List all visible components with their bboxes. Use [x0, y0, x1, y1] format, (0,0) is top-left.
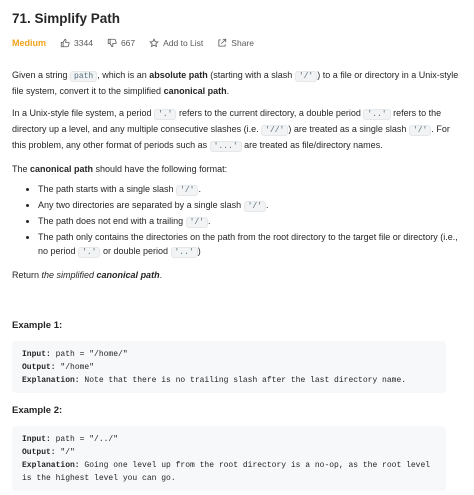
inline-code: '/': [176, 185, 198, 196]
list-item: [38, 230, 466, 260]
example-2-heading: Example 2:: [12, 405, 63, 416]
list-item: [38, 198, 466, 214]
share-icon: [217, 38, 227, 48]
description-paragraph-3: [12, 162, 466, 176]
text: ): [197, 246, 201, 256]
inline-code: '//': [261, 125, 288, 136]
text: (starting with a slash: [207, 70, 295, 80]
text: . For this problem, any other format of periods such as: [12, 124, 450, 150]
text: The: [12, 164, 31, 174]
bold-text: absolute path: [149, 70, 208, 80]
text: Given a string: [12, 70, 71, 80]
input-value: path = "/../": [50, 435, 119, 444]
text: The path starts with a single slash: [38, 184, 177, 194]
explanation-text: Going one level up from the root directory is a no-op, as the root level is the highest level you can go.: [22, 461, 435, 483]
input-label: Input:: [22, 435, 51, 444]
italic-text: the simplified: [41, 270, 97, 280]
format-rules-list: [12, 182, 466, 260]
inline-code: '/': [409, 125, 431, 136]
share-button[interactable]: [217, 38, 254, 48]
text: .: [198, 184, 201, 194]
explanation-text: Note that there is no trailing slash after the last directory name.: [79, 376, 407, 385]
bold-italic-text: canonical path: [96, 270, 160, 280]
problem-meta-bar: [12, 36, 466, 50]
description-paragraph-4: [12, 268, 466, 282]
problem-description: [12, 68, 466, 282]
inline-code: '.': [78, 247, 100, 258]
inline-code: path: [70, 71, 97, 82]
text: In a Unix-style file system, a period: [12, 108, 155, 118]
inline-code: '/': [244, 201, 266, 212]
problem-title: 71. Simplify Path: [12, 11, 121, 26]
thumbs-down-icon: [107, 38, 117, 48]
text: .: [159, 270, 163, 280]
like-button[interactable]: [60, 38, 93, 48]
inline-code: '.': [154, 109, 176, 120]
like-count: 3344: [74, 38, 93, 48]
share-label: Share: [231, 38, 254, 48]
inline-code: '..': [171, 247, 198, 258]
text: The path does not end with a trailing: [38, 216, 186, 226]
text: Any two directories are separated by a single slash: [38, 200, 244, 210]
output-label: Output:: [22, 363, 56, 372]
thumbs-up-icon: [60, 38, 70, 48]
inline-code: '/': [295, 71, 317, 82]
text: ) to a file or directory in a Unix-style file system, convert it to the simplified: [12, 70, 459, 96]
add-to-list-label: Add to List: [163, 38, 204, 48]
text: refers to the directory up a level, and any multiple consecutive slashes (i.e.: [12, 108, 442, 134]
input-value: path = "/home/": [50, 350, 128, 359]
example-2-block: [12, 426, 446, 491]
inline-code: '...': [210, 141, 242, 152]
description-paragraph-1: [12, 68, 466, 98]
dislike-button[interactable]: [107, 38, 135, 48]
text: or double period: [100, 246, 171, 256]
text: refers to the current directory, a double period: [176, 108, 364, 118]
text: ) are treated as a single slash: [288, 124, 409, 134]
inline-code: '/': [186, 217, 208, 228]
output-value: "/": [55, 448, 75, 457]
explanation-label: Explanation:: [22, 461, 80, 470]
bold-text: canonical path: [30, 164, 94, 174]
explanation-label: Explanation:: [22, 376, 80, 385]
dislike-count: 667: [120, 38, 136, 48]
output-value: "/home": [55, 363, 95, 372]
text: are treated as file/directory names.: [241, 140, 383, 150]
example-1-heading: Example 1:: [12, 320, 63, 331]
input-label: Input:: [22, 350, 51, 359]
difficulty-badge: Medium: [12, 38, 47, 48]
list-item: [38, 214, 466, 230]
text: Return: [12, 270, 42, 280]
star-icon: [149, 38, 159, 48]
bold-text: canonical path: [163, 86, 227, 96]
example-1-block: [12, 341, 446, 393]
text: .: [266, 200, 269, 210]
text: should have the following format:: [93, 164, 228, 174]
text: .: [208, 216, 211, 226]
text: , which is an: [97, 70, 150, 80]
output-label: Output:: [22, 448, 56, 457]
description-paragraph-2: [12, 106, 466, 154]
add-to-list-button[interactable]: [149, 38, 203, 48]
list-item: [38, 182, 466, 198]
text: .: [226, 86, 230, 96]
text: The path only contains the directories on the path from the root directory to the target file or directory (i.e., no period: [38, 232, 458, 256]
inline-code: '..': [363, 109, 390, 120]
